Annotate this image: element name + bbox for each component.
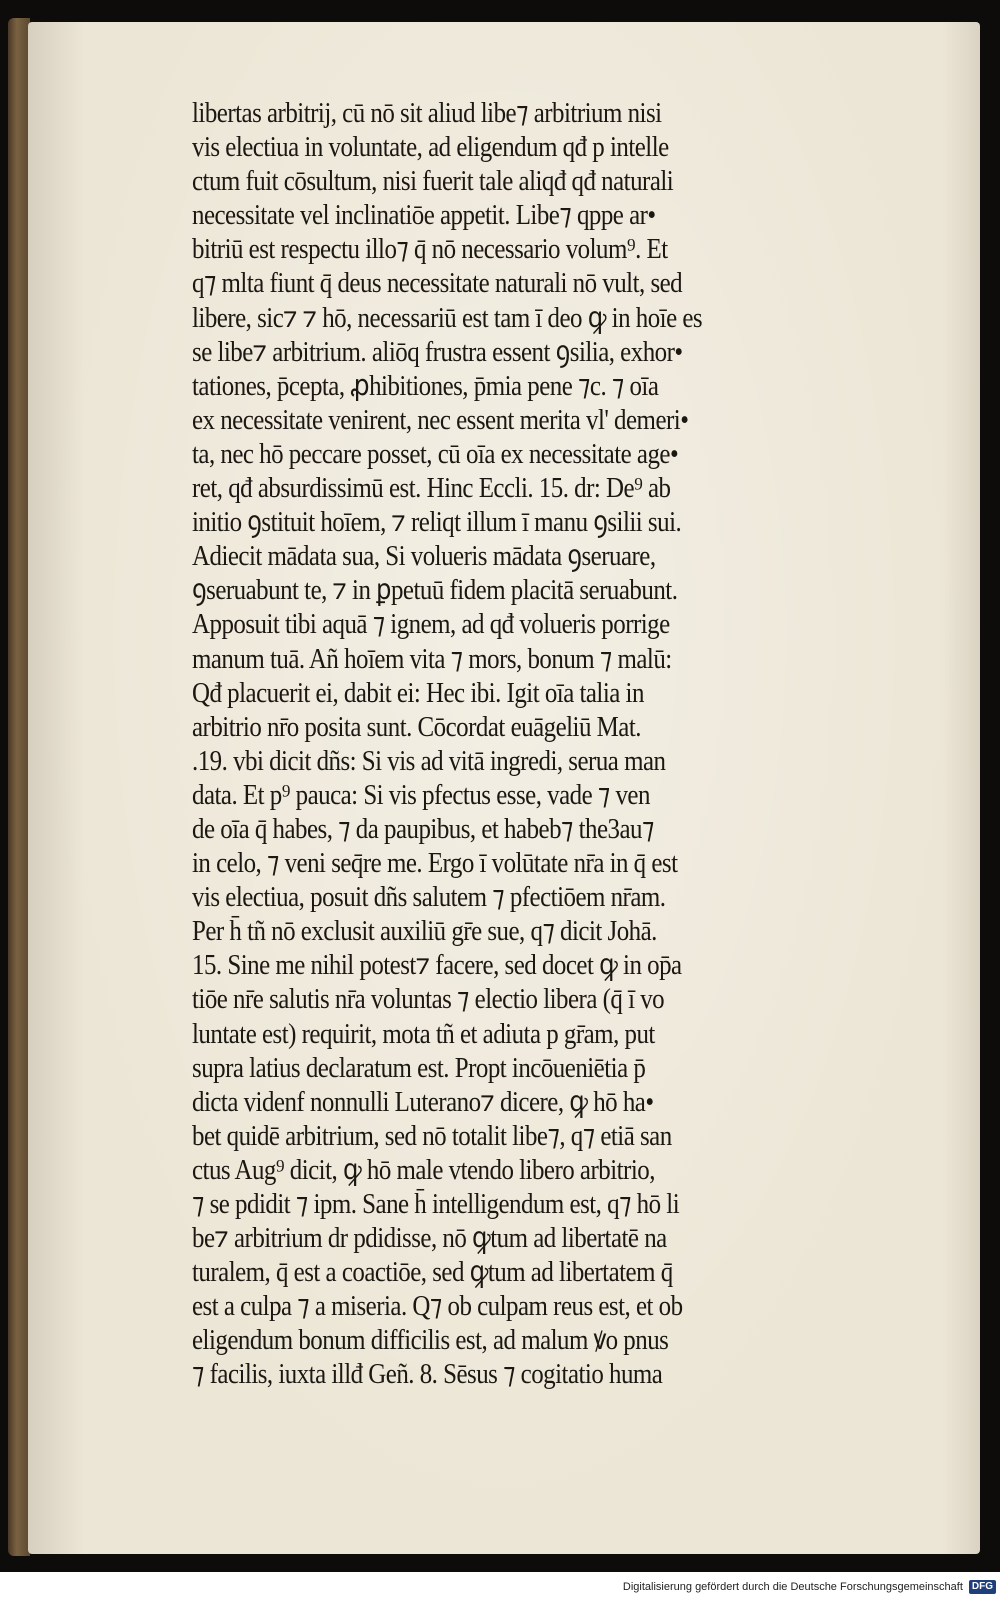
text-line: turalem, q̄ est a coactiōe, sed ꝙtum ad libertatem q̄ [192,1256,673,1289]
text-line: libertas arbitrij, cū nō sit aliud libe⁊ arbitrium nisi [192,97,662,129]
text-line: Apposuit tibi aquā ⁊ ignem, ad qđ volueris porrige [192,608,670,641]
text-line: ex necessitate venirent, nec essent merita vl' demeri• [192,403,689,436]
text-line: Per h̄ tñ nō exclusit auxiliū gr̄e sue, q⁊ dicit Johā. [192,915,657,948]
text-line: eligendum bonum difficilis est, ad malum ꝟo pnus [192,1324,669,1357]
dfg-logo: DFG [969,1580,996,1594]
text-line: luntate est) requirit, mota tñ et adiuta p gr̄am, put [192,1017,655,1050]
text-line: ta, nec hō peccare posset, cū oīa ex necessitate age• [192,437,679,470]
text-line: libere, sic⁊ ⁊ hō, necessariū est tam ī deo ꝙ in hoīe es [192,301,703,334]
text-line: tiōe nr̄e salutis nr̄a voluntas ⁊ electio libera (q̄ ī vo [192,983,665,1016]
text-line: supra latius declaratum est. Propt incōueniētia p̄ [192,1051,646,1084]
text-line: dicta videnf nonnulli Luterano⁊ dicere, ꝙ hō ha• [192,1085,654,1118]
text-line: tationes, p̄cepta, ꝓhibitiones, p̄mia pene ⁊c. ⁊ oīa [192,369,659,402]
text-line: .19. vbi dicit dñs: Si vis ad vitā ingredi, serua man [192,744,666,777]
text-line: in celo, ⁊ veni seq̄re me. Ergo ī volūtate nr̄a in q̄ est [192,847,678,880]
book-page-edge [8,18,30,1556]
footer [623,1577,996,1597]
text-line: manum tuā. Añ hoīem vita ⁊ mors, bonum ⁊ malū: [192,642,672,675]
text-line: est a culpa ⁊ a miseria. Q⁊ ob culpam reus est, et ob [192,1290,683,1323]
text-line: vis electiua, posuit dñs salutem ⁊ pfectiōem nr̄am. [192,881,666,914]
text-line: de oīa q̄ habes, ⁊ da paupibus, et habeb⁊ the3au⁊ [192,812,654,845]
body-text [192,96,942,1392]
text-line: ⁊ facilis, iuxta illđ Geñ. 8. Sēsus ⁊ cogitatio huma [192,1358,663,1391]
text-line: 15. Sine me nihil potest⁊ facere, sed docet ꝙ in op̄a [192,949,682,982]
text-line: Adiecit mādata sua, Si volueris mādata ꝯseruare, [192,540,656,573]
text-line: ⁊ se pdidit ⁊ ipm. Sane h̄ intelligendum est, q⁊ hō li [192,1188,680,1220]
text-line: Qđ placuerit ei, dabit ei: Hec ibi. Igit oīa talia in [192,676,644,709]
text-line: arbitrio nr̄o posita sunt. Cōcordat euāgeliū Mat. [192,710,641,743]
text-line: bitriū est respectu illo⁊ q̄ nō necessario volum⁹. Et [192,233,668,266]
text-line: ctum fuit cōsultum, nisi fuerit tale aliqđ qđ naturali [192,165,674,198]
text-line: data. Et p⁹ pauca: Si vis pfectus esse, vade ⁊ ven [192,778,650,811]
text-line: se libe⁊ arbitrium. aliōq frustra essent ꝯsilia, exhor• [192,335,683,368]
text-line: be⁊ arbitrium dr pdidisse, nō ꝙtum ad libertatē na [192,1222,667,1255]
text-line: q⁊ mlta fiunt q̄ deus necessitate naturali nō vult, sed [192,267,683,300]
text-line: initio ꝯstituit hoīem, ⁊ reliqt illum ī manu ꝯsilii sui. [192,506,682,539]
text-line: ꝯseruabunt te, ⁊ in ꝑpetuū fidem placitā seruabunt. [192,574,678,607]
text-line: necessitate vel inclinatiōe appetit. Libe⁊ qppe ar• [192,199,656,232]
text-line: bet quidē arbitrium, sed nō totalit libe⁊, q⁊ etiā san [192,1119,672,1152]
text-line: ctus Aug⁹ dicit, ꝙ hō male vtendo libero arbitrio, [192,1153,655,1186]
digitization-credit: Digitalisierung gefördert durch die Deutsche Forschungsgemeinschaft [622,1581,963,1593]
text-line: ret, qđ absurdissimū est. Hinc Eccli. 15. dr: De⁹ ab [192,472,671,505]
text-line: vis electiua in voluntate, ad eligendum qđ p intelle [192,131,669,164]
